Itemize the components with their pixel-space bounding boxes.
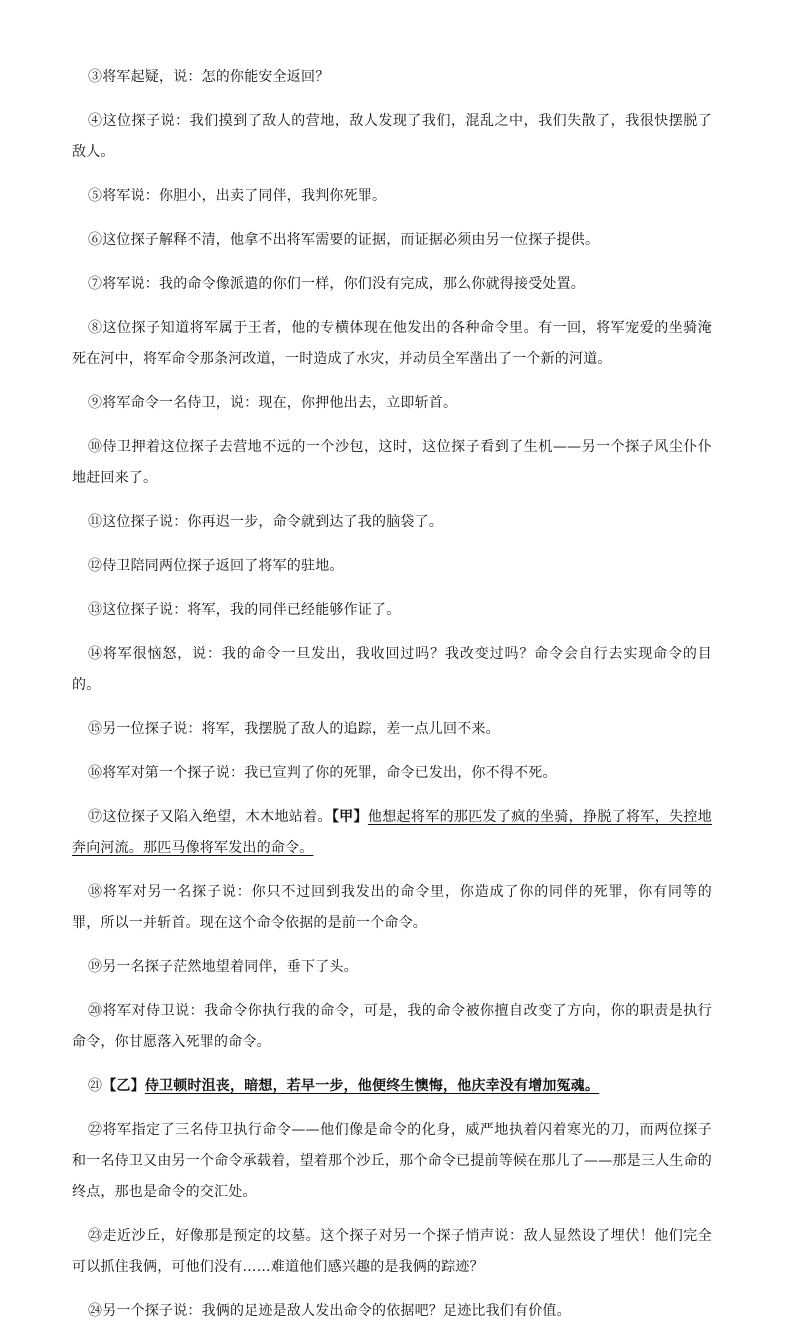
question-marker: 【甲】 <box>331 809 368 825</box>
paragraph-text: ⑩侍卫押着这位探子去营地不远的一个沙包，这时，这位探子看到了生机——另一个探子风尘仆仆地赶回来了。 <box>72 439 712 486</box>
paragraph-text: ③将军起疑，说：怎的你能安全返回？ <box>88 69 330 85</box>
paragraph-p23 <box>72 1221 712 1283</box>
paragraph-text: ㉒将军指定了三名侍卫执行命令——他们像是命令的化身，威严地执着闪着寒光的刀，而两位探子和一名侍卫又由另一个命令承载着，望着那个沙丘，那个命令已提前等候在那儿了——那是三人生命的终点，那也是命令的交汇处。 <box>72 1122 712 1200</box>
paragraph-text: ㉔另一个探子说：我俩的足迹是敌人发出命令的依据吧？足迹比我们有价值。 <box>88 1303 571 1319</box>
paragraph-text: ⑰这位探子又陷入绝望，木木地站着。 <box>88 809 332 825</box>
paragraph-text: ⑱将军对另一名探子说：你只不过回到我发出的命令里，你造成了你的同伴的死罪，你有同等的罪，所以一并斩首。现在这个命令依据的是前一个命令。 <box>72 884 712 931</box>
paragraph-text: ⑦将军说：我的命令像派遣的你们一样，你们没有完成，那么你就得接受处置。 <box>88 276 585 292</box>
paragraph-text: ⑪这位探子说：你再迟一步，命令就到达了我的脑袋了。 <box>88 514 443 530</box>
underlined-sentence: 他想起将军的那匹发了疯的坐骑，挣脱了将军，失控地奔向河流。那匹马像将军发出的命令。 <box>72 809 712 856</box>
paragraph-text: ⑤将军说：你胆小，出卖了同伴，我判你死罪。 <box>88 188 387 204</box>
paragraph-p17 <box>72 802 712 864</box>
paragraph-p18 <box>72 877 712 939</box>
paragraph-text: ④这位探子说：我们摸到了敌人的营地，敌人发现了我们，混乱之中，我们失散了，我很快摆脱了敌人。 <box>72 113 712 160</box>
paragraph-p13 <box>72 595 712 626</box>
paragraph-p12 <box>72 551 712 582</box>
paragraph-p3 <box>72 62 712 93</box>
paragraph-p4 <box>72 106 712 168</box>
paragraph-text: ⑭将军很恼怒，说：我的命令一旦发出，我收回过吗？我改变过吗？命令会自行去实现命令的目的。 <box>72 646 712 693</box>
paragraph-text: ⑧这位探子知道将军属于王者，他的专横体现在他发出的各种命令里。有一回，将军宠爱的坐骑淹死在河中，将军命令那条河改道，一时造成了水灾，并动员全军凿出了一个新的河道。 <box>72 320 712 367</box>
paragraph-p16 <box>72 758 712 789</box>
paragraph-p22 <box>72 1115 712 1208</box>
paragraph-p6 <box>72 225 712 256</box>
paragraph-text: ⑲另一名探子茫然地望着同伴，垂下了头。 <box>88 959 358 975</box>
paragraph-p21 <box>72 1071 712 1102</box>
paragraph-text: ⑥这位探子解释不清，他拿不出将军需要的证据，而证据必须由另一位探子提供。 <box>88 232 600 248</box>
paragraph-p19 <box>72 952 712 983</box>
paragraph-text: ⑬这位探子说：将军，我的同伴已经能够作证了。 <box>88 602 401 618</box>
paragraph-p15 <box>72 714 712 745</box>
paragraph-p24 <box>72 1296 712 1327</box>
paragraph-p11 <box>72 507 712 538</box>
paragraph-text: ㉓走近沙丘，好像那是预定的坟墓。这个探子对另一个探子悄声说：敌人显然设了埋伏！他们完全可以抓住我俩，可他们没有……难道他们感兴趣的是我俩的踪迹？ <box>72 1228 712 1275</box>
paragraph-text: ⑫侍卫陪同两位探子返回了将军的驻地。 <box>88 558 344 574</box>
paragraph-p14 <box>72 639 712 701</box>
paragraph-text: ⑳将军对侍卫说：我命令你执行我的命令，可是，我的命令被你擅自改变了方向，你的职责是执行命令，你甘愿落入死罪的命令。 <box>72 1003 712 1050</box>
paragraph-text: ⑯将军对第一个探子说：我已宣判了你的死罪，命令已发出，你不得不死。 <box>88 765 557 781</box>
paragraph-p7 <box>72 269 712 300</box>
paragraph-p10 <box>72 432 712 494</box>
story-text <box>72 62 712 1327</box>
question-marker: 【乙】 <box>102 1078 145 1094</box>
underlined-sentence: 侍卫顿时沮丧，暗想，若早一步，他便终生懊悔，他庆幸没有增加冤魂。 <box>144 1078 600 1094</box>
paragraph-p20 <box>72 996 712 1058</box>
paragraph-p9 <box>72 388 712 419</box>
paragraph-text: ⑮另一位探子说：将军，我摆脱了敌人的追踪，差一点儿回不来。 <box>88 721 500 737</box>
paragraph-text: ㉑ <box>88 1078 103 1094</box>
paragraph-p5 <box>72 181 712 212</box>
paragraph-p8 <box>72 313 712 375</box>
paragraph-text: ⑨将军命令一名侍卫，说：现在，你押他出去，立即斩首。 <box>88 395 458 411</box>
